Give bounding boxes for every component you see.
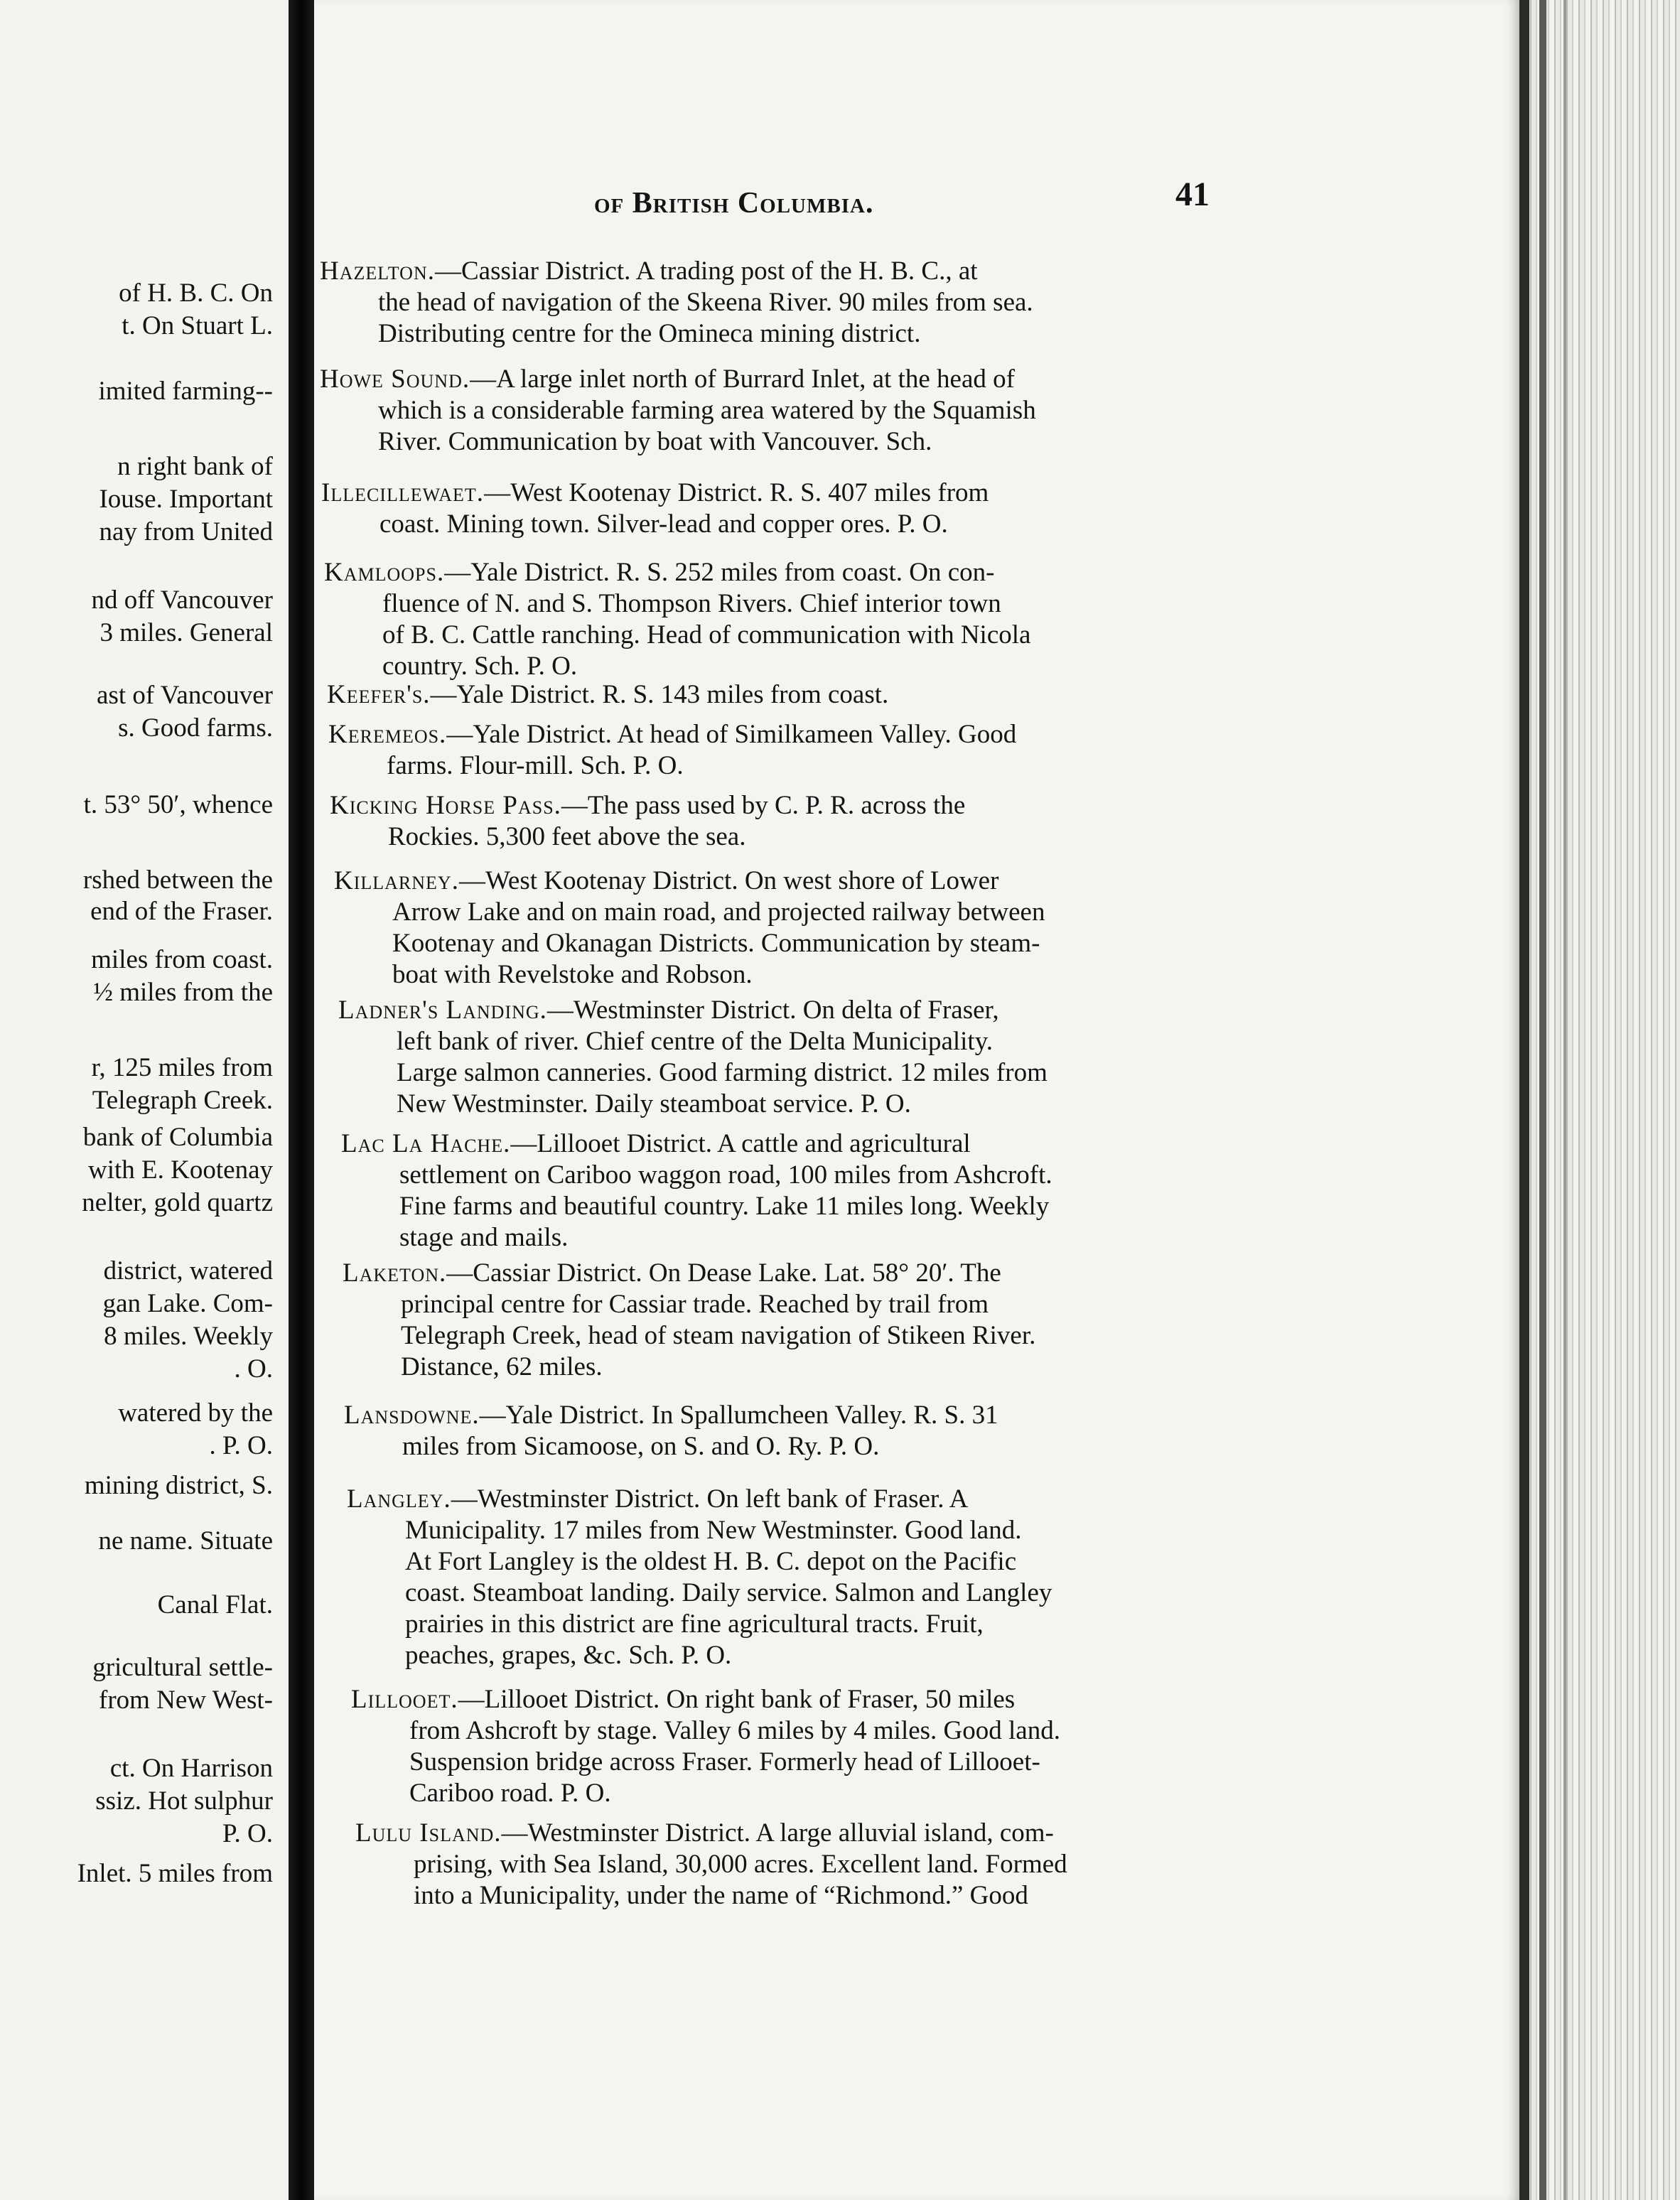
left-page-text-fragment: district, watered <box>103 1256 273 1285</box>
entry-line <box>341 1222 1265 1253</box>
entry-headword: Lulu Island. <box>355 1818 502 1848</box>
entry-line <box>320 287 1244 318</box>
entry-text: prising, with Sea Island, 30,000 acres. Excellent land. Formed <box>414 1850 1067 1879</box>
entry-line <box>347 1640 1271 1671</box>
entry-headword: Keefer's. <box>327 680 431 709</box>
entry-line <box>343 1289 1266 1320</box>
entry-text: —Westminster District. On left bank of Fraser. A <box>451 1484 969 1514</box>
left-page-text-fragment: 3 miles. General <box>99 618 273 647</box>
entry-text: —West Kootenay District. On west shore of Lower <box>458 866 999 895</box>
entry-headword: Ladner's Landing. <box>338 996 547 1025</box>
left-page-text-fragment: . O. <box>234 1354 273 1384</box>
entry-headword: Lillooet. <box>351 1685 458 1714</box>
entry-text: —Yale District. R. S. 252 miles from coast. On con- <box>444 558 995 587</box>
entry-text: —Cassiar District. On Dease Lake. Lat. 58° 20′. The <box>446 1258 1001 1288</box>
entry-line <box>351 1715 1275 1747</box>
gazetteer-entry <box>347 1484 1271 1671</box>
entry-first-line <box>328 719 1252 750</box>
running-head: of British Columbia. <box>594 187 874 220</box>
entry-headword: Kamloops. <box>324 558 445 587</box>
gazetteer-entry <box>321 478 1245 540</box>
left-page-text-fragment: imited farming-- <box>98 377 273 406</box>
entry-line <box>338 1089 1262 1120</box>
left-page-text-fragment: r, 125 miles from <box>91 1053 273 1082</box>
entry-line <box>355 1880 1279 1911</box>
entry-text: Municipality. 17 miles from New Westminster. Good land. <box>405 1516 1022 1545</box>
page-edges <box>1519 0 1680 2200</box>
left-page-text-fragment: nd off Vancouver <box>91 586 273 615</box>
entry-text: Cariboo road. P. O. <box>409 1779 611 1808</box>
gazetteer-entry <box>320 256 1244 350</box>
left-page-text-fragment: gan Lake. Com- <box>102 1289 273 1318</box>
gazetteer-entry <box>320 364 1244 458</box>
entry-text: Arrow Lake and on main road, and projected railway between <box>392 897 1045 927</box>
entry-first-line <box>334 866 1258 897</box>
entry-text: New Westminster. Daily steamboat service. P. O. <box>397 1089 911 1118</box>
entry-first-line <box>327 679 1251 711</box>
entry-line <box>324 651 1248 682</box>
entry-text: Suspension bridge across Fraser. Formerly head of Lillooet- <box>409 1747 1040 1776</box>
entry-first-line <box>355 1818 1279 1849</box>
entry-text: —Cassiar District. A trading post of the H. B. C., at <box>434 257 978 286</box>
gazetteer-entry <box>328 719 1252 782</box>
entry-text: Telegraph Creek, head of steam navigation of Stikeen River. <box>401 1321 1036 1350</box>
entry-first-line <box>321 478 1245 509</box>
entry-text: —Lillooet District. On right bank of Fraser, 50 miles <box>458 1685 1016 1714</box>
entry-text: prairies in this district are fine agricultural tracts. Fruit, <box>405 1609 984 1639</box>
left-page-text-fragment: Canal Flat. <box>157 1590 273 1619</box>
entry-text: from Ashcroft by stage. Valley 6 miles by 4 miles. Good land. <box>409 1716 1060 1745</box>
entry-line <box>324 588 1248 620</box>
left-page-text-fragment: gricultural settle- <box>92 1653 273 1682</box>
entry-text: of B. C. Cattle ranching. Head of communication with Nicola <box>382 620 1031 649</box>
gazetteer-entry <box>355 1818 1279 1911</box>
entry-text: —West Kootenay District. R. S. 407 miles from <box>484 478 989 507</box>
left-page-text-fragment: watered by the <box>118 1398 273 1428</box>
left-page-text-fragment: Inlet. 5 miles from <box>77 1859 273 1888</box>
page-number: 41 <box>1175 176 1210 213</box>
entry-line <box>324 620 1248 651</box>
entry-first-line <box>351 1684 1275 1715</box>
entry-line <box>320 395 1244 426</box>
left-page-text-fragment: with E. Kootenay <box>88 1155 273 1185</box>
entry-text: fluence of N. and S. Thompson Rivers. Chief interior town <box>382 589 1001 618</box>
entry-text: which is a considerable farming area watered by the Squamish <box>378 396 1036 425</box>
entry-text: Kootenay and Okanagan Districts. Communication by steam- <box>392 929 1040 958</box>
entry-line <box>330 821 1254 853</box>
entry-text: settlement on Cariboo waggon road, 100 miles from Ashcroft. <box>399 1160 1052 1190</box>
gazetteer-entry <box>334 866 1258 991</box>
left-page-text-fragment: 8 miles. Weekly <box>104 1322 273 1351</box>
entry-first-line <box>320 364 1244 395</box>
entry-text: Large salmon canneries. Good farming district. 12 miles from <box>397 1058 1048 1087</box>
entry-first-line <box>324 557 1248 588</box>
entry-line <box>341 1191 1265 1222</box>
gazetteer-entry <box>344 1400 1268 1462</box>
entry-line <box>320 318 1244 350</box>
entry-first-line <box>330 790 1254 821</box>
entry-text: —Yale District. R. S. 143 miles from coast. <box>430 680 889 709</box>
left-page-text-fragment: rshed between the <box>82 866 273 895</box>
entry-line <box>343 1320 1266 1352</box>
gazetteer-entry <box>324 557 1248 682</box>
book-gutter <box>289 0 314 2200</box>
page-edge-shadow <box>1519 0 1529 2200</box>
left-page-text-fragment: ssiz. Hot sulphur <box>95 1786 273 1816</box>
left-page-text-fragment: Telegraph Creek. <box>92 1086 273 1115</box>
entry-line <box>347 1515 1271 1546</box>
entry-line <box>334 928 1258 959</box>
left-page-text-fragment: ast of Vancouver <box>97 681 273 710</box>
entry-text: —A large inlet north of Burrard Inlet, at the head of <box>470 365 1015 394</box>
entry-headword: Keremeos. <box>328 720 447 749</box>
entry-text: the head of navigation of the Skeena River. 90 miles from sea. <box>378 288 1033 317</box>
entry-headword: Hazelton. <box>320 257 435 286</box>
entry-first-line <box>341 1128 1265 1160</box>
page-edge-line <box>1539 0 1546 2200</box>
entry-headword: Howe Sound. <box>320 365 470 394</box>
left-page-text-fragment: nay from United <box>99 517 273 546</box>
gazetteer-entry <box>351 1684 1275 1809</box>
gazetteer-entry <box>341 1128 1265 1253</box>
left-page-text-fragment: . P. O. <box>209 1431 273 1460</box>
entry-line <box>355 1849 1279 1880</box>
entry-line <box>334 897 1258 928</box>
entry-line <box>344 1431 1268 1462</box>
gazetteer-entry <box>338 995 1262 1120</box>
entry-first-line <box>320 256 1244 287</box>
entry-line <box>351 1747 1275 1778</box>
entry-line <box>347 1546 1271 1578</box>
left-facing-page <box>0 0 289 2200</box>
left-page-text-fragment: Iouse. Important <box>99 485 273 514</box>
left-page-text-fragment: nelter, gold quartz <box>82 1188 273 1217</box>
entry-text: Distributing centre for the Omineca mining district. <box>378 319 921 348</box>
entry-first-line <box>347 1484 1271 1515</box>
left-page-text-fragment: of H. B. C. On <box>119 279 273 308</box>
entry-line <box>320 426 1244 458</box>
entry-line <box>347 1578 1271 1609</box>
entry-text: boat with Revelstoke and Robson. <box>392 960 753 989</box>
entry-line <box>334 959 1258 991</box>
entry-text: River. Communication by boat with Vancouver. Sch. <box>378 427 932 456</box>
entry-text: peaches, grapes, &c. Sch. P. O. <box>405 1641 732 1670</box>
entry-text: Rockies. 5,300 feet above the sea. <box>388 822 746 851</box>
entry-text: —Westminster District. A large alluvial island, com- <box>501 1818 1054 1848</box>
entry-line <box>328 750 1252 782</box>
left-page-text-fragment: ct. On Harrison <box>109 1754 273 1783</box>
left-page-text-fragment: t. 53° 50′, whence <box>83 790 273 819</box>
entry-line <box>321 509 1245 540</box>
entry-text: coast. Steamboat landing. Daily service. Salmon and Langley <box>405 1578 1052 1607</box>
entry-text: —The pass used by C. P. R. across the <box>561 791 966 820</box>
left-page-text-fragment: t. On Stuart L. <box>122 311 273 340</box>
entry-text: miles from Sicamoose, on S. and O. Ry. P. O. <box>402 1432 880 1461</box>
entry-headword: Illecillewaet. <box>321 478 485 507</box>
left-page-text-fragment: n right bank of <box>117 452 273 481</box>
entry-headword: Laketon. <box>343 1258 447 1288</box>
entry-headword: Killarney. <box>334 866 459 895</box>
left-page-text-fragment: miles from coast. <box>91 945 273 974</box>
entry-text: farms. Flour-mill. Sch. P. O. <box>387 751 684 780</box>
left-page-text-fragment: s. Good farms. <box>118 713 273 743</box>
entry-line <box>343 1352 1266 1383</box>
entry-text: At Fort Langley is the oldest H. B. C. depot on the Pacific <box>405 1547 1017 1576</box>
left-page-text-fragment: P. O. <box>222 1819 273 1848</box>
left-page-text-fragment: ½ miles from the <box>93 978 273 1007</box>
entry-line <box>341 1160 1265 1191</box>
entry-headword: Lansdowne. <box>344 1401 480 1430</box>
entry-line <box>351 1778 1275 1809</box>
entry-text: —Westminster District. On delta of Fraser, <box>546 996 999 1025</box>
entry-first-line <box>338 995 1262 1026</box>
page-edge-line <box>1563 0 1566 2200</box>
left-page-text-fragment: mining district, S. <box>84 1471 273 1500</box>
entry-headword: Lac La Hache. <box>341 1129 511 1158</box>
entry-headword: Kicking Horse Pass. <box>330 791 561 820</box>
gazetteer-entry <box>330 790 1254 853</box>
left-page-text-fragment: bank of Columbia <box>82 1123 273 1152</box>
entry-text: —Yale District. In Spallumcheen Valley. R. S. 31 <box>479 1401 998 1430</box>
entry-text: —Yale District. At head of Similkameen Valley. Good <box>446 720 1017 749</box>
left-page-text-fragment: from New West- <box>99 1686 273 1715</box>
entry-line <box>338 1026 1262 1057</box>
gazetteer-entry <box>327 679 1251 711</box>
entry-first-line <box>344 1400 1268 1431</box>
entry-headword: Langley. <box>347 1484 451 1514</box>
entry-text: Fine farms and beautiful country. Lake 11 miles long. Weekly <box>399 1192 1050 1221</box>
left-page-text-fragment: ne name. Situate <box>98 1526 273 1555</box>
entry-text: country. Sch. P. O. <box>382 652 578 681</box>
entry-text: —Lillooet District. A cattle and agricultural <box>510 1129 971 1158</box>
entry-text: coast. Mining town. Silver-lead and copper ores. P. O. <box>379 509 948 539</box>
gazetteer-entry <box>343 1258 1266 1383</box>
entry-text: principal centre for Cassiar trade. Reached by trail from <box>401 1290 989 1319</box>
entry-first-line <box>343 1258 1266 1289</box>
entry-text: Distance, 62 miles. <box>401 1352 603 1381</box>
entry-text: left bank of river. Chief centre of the Delta Municipality. <box>397 1027 994 1056</box>
left-page-text-fragment: end of the Fraser. <box>90 897 273 926</box>
entry-text: into a Municipality, under the name of “Richmond.” Good <box>414 1881 1028 1910</box>
entry-line <box>347 1609 1271 1640</box>
entry-line <box>338 1057 1262 1089</box>
entry-text: stage and mails. <box>399 1223 569 1252</box>
